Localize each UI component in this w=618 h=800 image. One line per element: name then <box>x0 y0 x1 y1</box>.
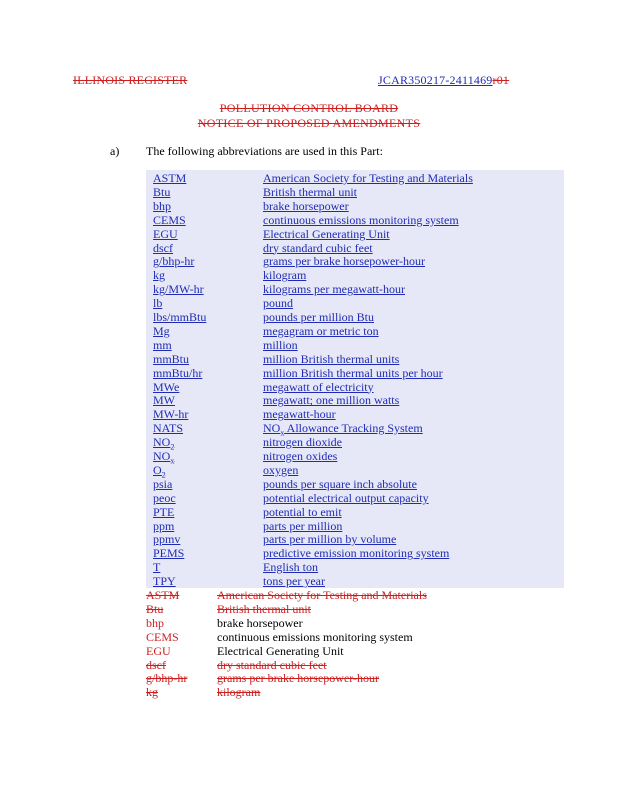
abbreviation-term: kg <box>153 268 165 283</box>
abbreviation-definition: brake horsepower <box>263 198 349 213</box>
abbreviation-term: $O_2$ <box>153 462 166 480</box>
old-abbreviation-term: CEMS <box>146 629 179 644</box>
document-id-inserted: JCAR350217-2411469 <box>378 73 493 87</box>
abbreviation-definition: megawatt; one million watts <box>263 393 400 408</box>
item-text: The following abbreviations are used in this Part: <box>146 144 383 158</box>
abbreviation-term: $NO_2$ <box>153 435 175 452</box>
old-abbreviation-definition: kilogram <box>217 685 261 700</box>
abbreviation-term: dscf <box>153 240 173 255</box>
abbreviation-definition: parts per million <box>263 518 343 533</box>
abbreviation-definition: parts per million by volume <box>263 532 397 547</box>
abbreviation-term: ppm <box>153 518 175 533</box>
abbreviation-term: kg/MW-hr <box>153 282 204 297</box>
abbreviation-definition: dry standard cubic feet <box>263 240 373 255</box>
board-title: POLLUTION CONTROL BOARD <box>219 101 399 115</box>
abbreviation-definition: million <box>263 337 298 352</box>
register-header: ILLINOIS REGISTER <box>73 73 188 87</box>
abbreviation-term: PTE <box>153 504 175 519</box>
abbreviation-term: ppmv <box>153 532 181 547</box>
abbreviation-definition: kilogram <box>263 268 307 283</box>
abbreviation-definition: million British thermal units <box>263 351 400 366</box>
abbreviation-definition: nitrogen oxides <box>263 449 338 463</box>
old-abbreviation-definition: continuous emissions monitoring system <box>217 629 413 644</box>
abbreviation-definition: nitrogen dioxide <box>263 435 342 450</box>
document-id-deleted: r01 <box>492 73 510 87</box>
abbreviation-term: g/bhp-hr <box>153 254 195 269</box>
abbreviation-term: PEMS <box>153 546 185 561</box>
abbreviation-definition: English ton <box>263 560 319 575</box>
old-abbreviation-definition: British thermal unit <box>217 601 311 616</box>
abbreviation-term: mm <box>153 337 172 352</box>
abbreviation-term: lb <box>153 296 163 311</box>
abbreviation-term: EGU <box>153 226 178 241</box>
abbreviation-definition: potential to emit <box>263 504 342 519</box>
abbreviation-definition: continuous emissions monitoring system <box>263 212 459 227</box>
abbreviation-definition: pounds per million Btu <box>263 310 374 324</box>
old-abbreviation-definition: American Society for Testing and Materials <box>217 588 427 602</box>
old-abbreviation-term: EGU <box>146 643 171 658</box>
abbreviation-definition: oxygen <box>263 462 299 477</box>
old-abbreviation-definition: dry standard cubic feet <box>217 657 327 672</box>
abbreviation-term: TPY <box>153 574 176 589</box>
abbreviation-term: $NO_x$ <box>153 449 175 466</box>
old-abbreviation-term: g/bhp-hr <box>146 671 188 686</box>
abbreviation-term: bhp <box>153 198 171 213</box>
abbreviation-definition: megagram or metric ton <box>263 323 379 338</box>
abbreviation-term: psia <box>153 476 173 491</box>
abbreviation-term: MWe <box>153 379 180 394</box>
old-abbreviation-term: Btu <box>146 601 164 616</box>
item-letter: a) <box>110 144 120 158</box>
abbreviation-definition: megawatt of electricity <box>263 379 374 394</box>
abbreviation-term: Mg <box>153 323 170 338</box>
document-id <box>378 73 509 88</box>
old-abbreviation-definition: brake horsepower <box>217 615 303 630</box>
abbreviation-definition: kilograms per megawatt-hour <box>263 282 405 297</box>
notice-title: NOTICE OF PROPOSED AMENDMENTS <box>197 116 421 130</box>
old-abbreviation-definition: grams per brake horsepower-hour <box>217 671 380 686</box>
abbreviation-definition: potential electrical output capacity <box>263 490 429 505</box>
old-abbreviation-term: bhp <box>146 615 164 630</box>
abbreviation-term: CEMS <box>153 212 186 227</box>
abbreviation-definition: grams per brake horsepower-hour <box>263 254 426 269</box>
abbreviation-definition: British thermal unit <box>263 184 357 199</box>
abbreviation-term: ASTM <box>153 171 187 185</box>
abbreviation-definition: predictive emission monitoring system <box>263 546 450 561</box>
abbreviation-term: peoc <box>153 490 176 505</box>
abbreviation-term: mmBtu <box>153 351 190 366</box>
abbreviation-term: mmBtu/hr <box>153 365 203 380</box>
abbreviation-definition: tons per year <box>263 574 325 589</box>
old-abbreviation-term: dscf <box>146 657 166 672</box>
abbreviation-term: MW <box>153 393 175 408</box>
abbreviation-term: Btu <box>153 184 171 199</box>
abbreviation-definition: megawatt-hour <box>263 407 336 422</box>
abbreviation-definition: million British thermal units per hour <box>263 365 443 380</box>
abbreviation-definition: American Society for Testing and Materials <box>263 171 473 185</box>
inserted-abbreviations-table <box>146 170 564 588</box>
abbreviation-definition: pounds per square inch absolute <box>263 476 417 491</box>
abbreviation-term: lbs/mmBtu <box>153 310 207 324</box>
abbreviation-definition: pound <box>263 296 293 311</box>
abbreviation-definition: $NO_x$ Allowance Tracking System <box>263 421 423 438</box>
old-abbreviation-term: kg <box>146 685 158 700</box>
old-abbreviation-term: ASTM <box>146 588 180 602</box>
abbreviation-term: MW-hr <box>153 407 189 422</box>
abbreviation-definition: Electrical Generating Unit <box>263 226 390 241</box>
old-abbreviation-definition: Electrical Generating Unit <box>217 643 344 658</box>
abbreviation-term: T <box>153 560 161 575</box>
abbreviation-term: NATS <box>153 421 184 436</box>
